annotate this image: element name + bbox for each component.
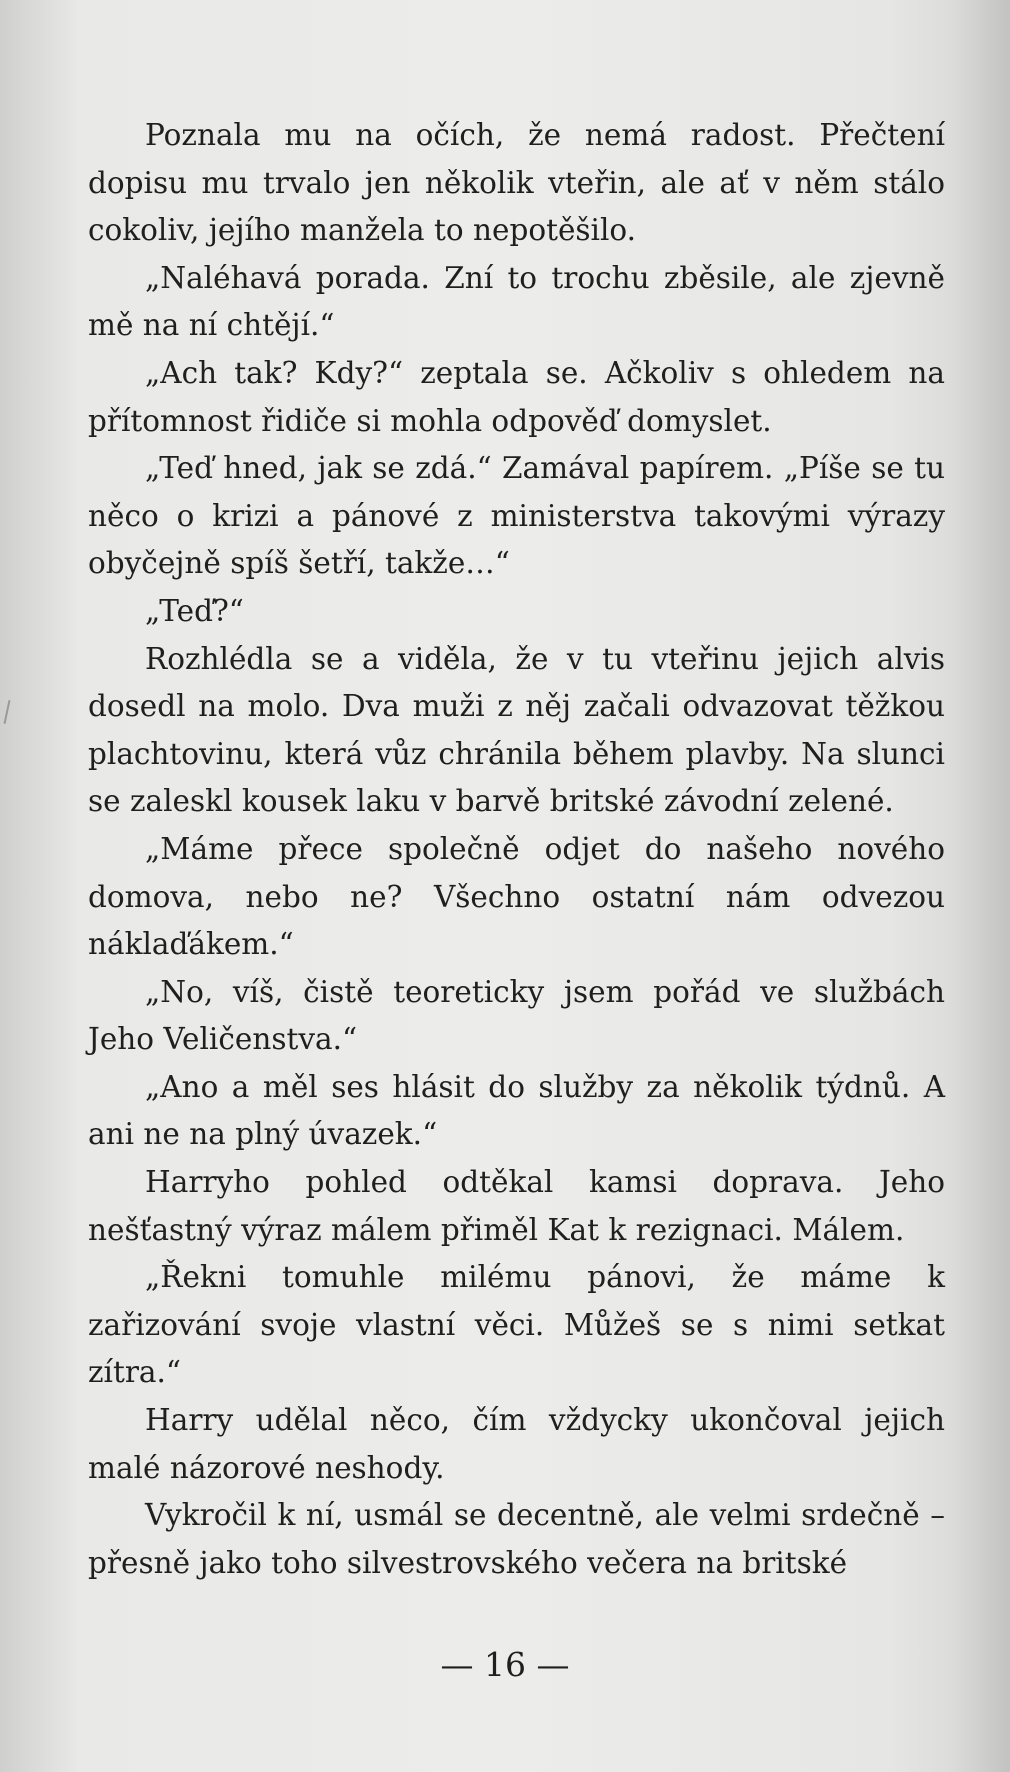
page-shadow [950,0,1010,1772]
paragraph: Vykročil k ní, usmál se decentně, ale velmi srdečně – přesně jako toho silvestrovského večera na britské [88,1498,945,1580]
paragraph: Poznala mu na očích, že nemá radost. Přečtení dopisu mu trvalo jen několik vteřin, ale ať v něm stálo cokoliv, jejího manžela to nepotěšilo. [88,118,945,248]
paragraph: „Máme přece společně odjet do našeho nového domova, nebo ne? Všechno ostatní nám odvezou náklaďákem.“ [88,831,945,962]
paragraph: „Teď?“ [145,593,244,628]
paragraph: „Teď hned, jak se zdá.“ Zamával papírem. „Píše se tu něco o krizi a pánové z ministerstva takovými výrazy obyčejně spíš šetří, takže…“ [88,451,945,581]
paragraph: „Řekni tomuhle milému pánovi, že máme k zařizování svoje vlastní věci. Můžeš se s nimi setkat zítra.“ [88,1260,945,1390]
body-text [88,112,945,1587]
page-number: — 16 — [440,1645,570,1684]
paragraph: „Ano a měl ses hlásit do služby za několik týdnů. A ani ne na plný úvazek.“ [88,1069,945,1152]
paragraph: Rozhlédla se a viděla, že v tu vteřinu jejich alvis dosedl na molo. Dva muži z něj začali odvazovat těžkou plachtovinu, která vůz chránila během plavby. Na slunci se zaleskl kousek laku v barvě britské závodní zelené. [88,641,945,819]
paragraph: Harry udělal něco, čím vždycky ukončoval jejich malé názorové neshody. [88,1403,945,1485]
paragraph: Harryho pohled odtěkal kamsi doprava. Jeho nešťastný výraz málem přiměl Kat k rezignaci. Málem. [88,1165,945,1247]
page-edge-mark [4,700,11,724]
paragraph: „Ach tak? Kdy?“ zeptala se. Ačkoliv s ohledem na přítomnost řidiče si mohla odpověď domyslet. [88,355,945,438]
paragraph: „Naléhavá porada. Zní to trochu zběsile, ale zjevně mě na ní chtějí.“ [88,260,945,343]
paragraph: „No, víš, čistě teoreticky jsem pořád ve službách Jeho Veličenstva.“ [88,974,945,1057]
